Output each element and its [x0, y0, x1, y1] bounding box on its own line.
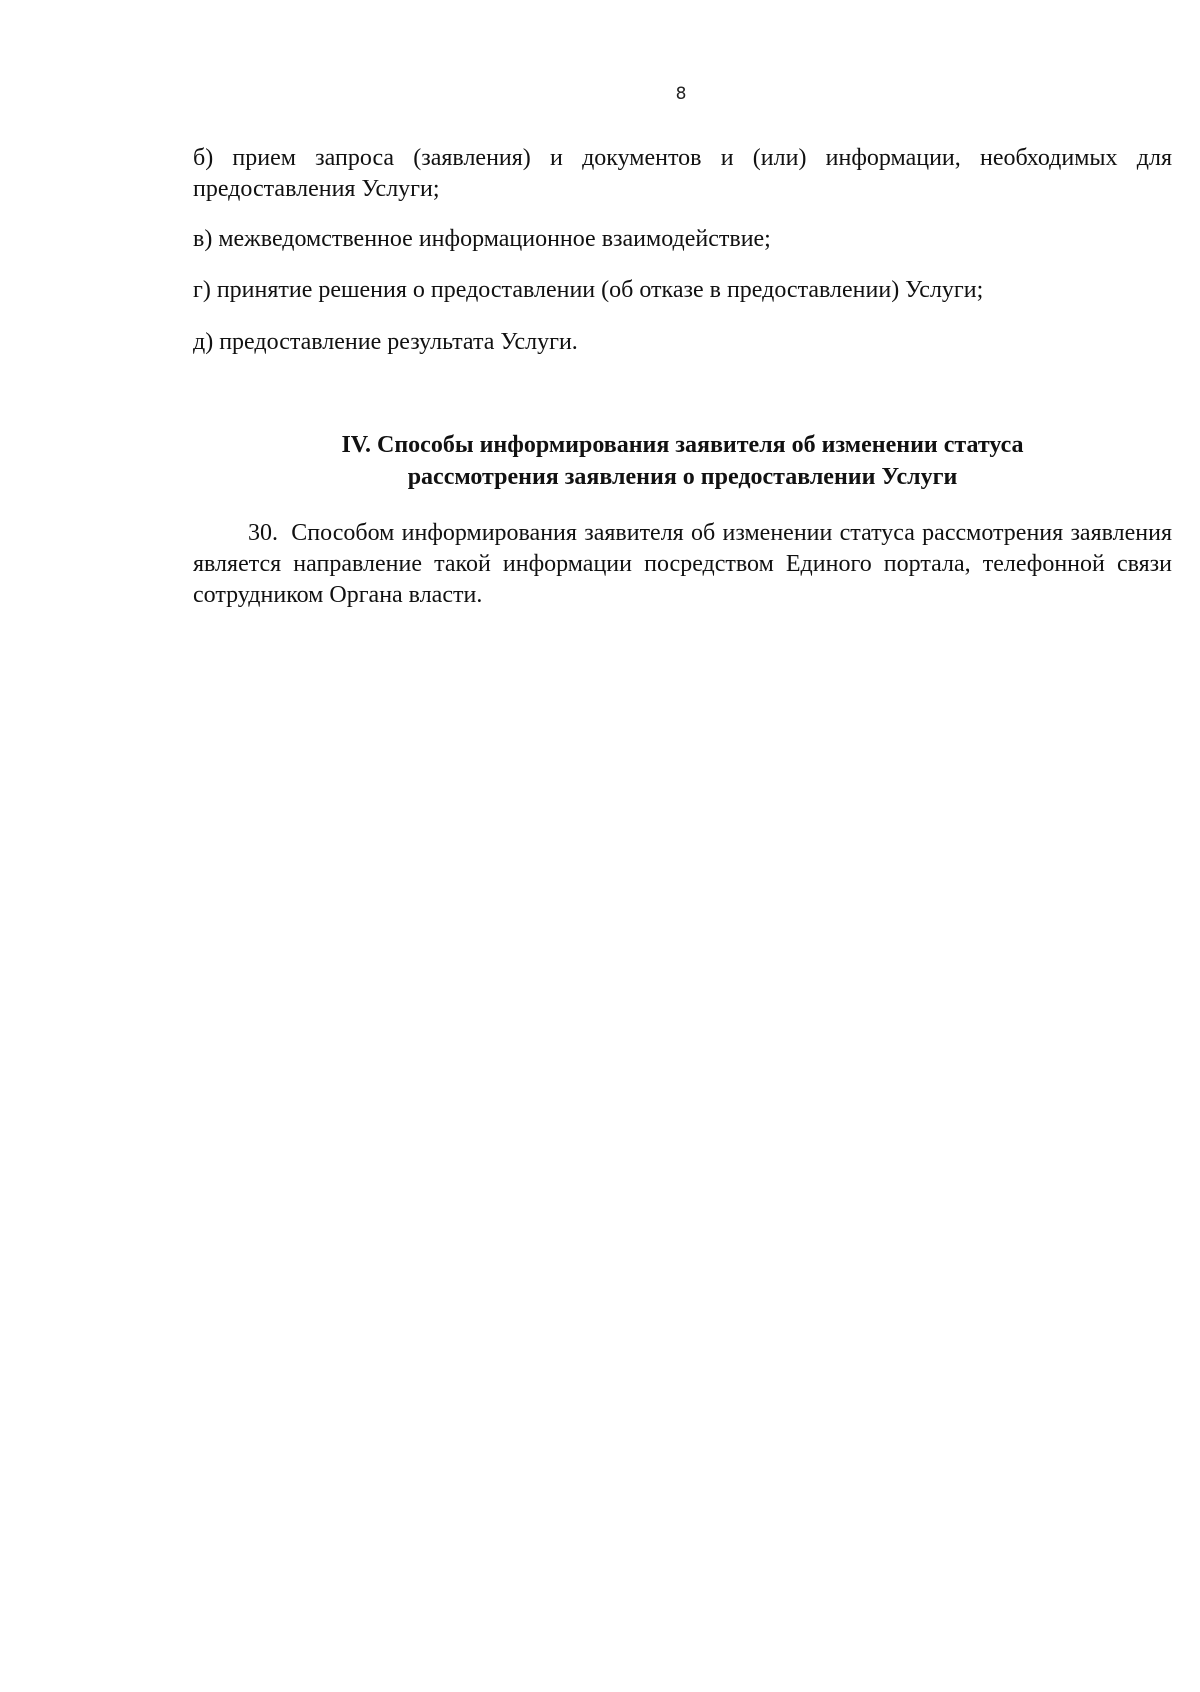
list-item-b: б) прием запроса (заявления) и документов и (или) информации, необходимых для предоставления Услуги;: [193, 145, 1172, 202]
list-block: [193, 143, 1172, 358]
paragraph-30: [193, 518, 1172, 611]
list-item-g: г) принятие решения о предоставлении (об отказе в предоставлении) Услуги;: [193, 277, 984, 303]
section-title-line-1: IV. Способы информирования заявителя об изменении статуса: [341, 432, 1024, 458]
list-item-d: д) предоставление результата Услуги.: [193, 329, 578, 355]
section-title-line-2: рассмотрения заявления о предоставлении Услуги: [407, 464, 958, 490]
paragraph-number: 30.: [248, 520, 278, 546]
paragraph-text: Способом информирования заявителя об изменении статуса рассмотрения заявления является направление такой информации посредством Единого портала, телефонной связи сотрудником Органа власти.: [193, 520, 1172, 608]
list-item-v: в) межведомственное информационное взаимодействие;: [193, 226, 771, 252]
section-title: [193, 429, 1172, 493]
page-number: 8: [675, 84, 687, 104]
